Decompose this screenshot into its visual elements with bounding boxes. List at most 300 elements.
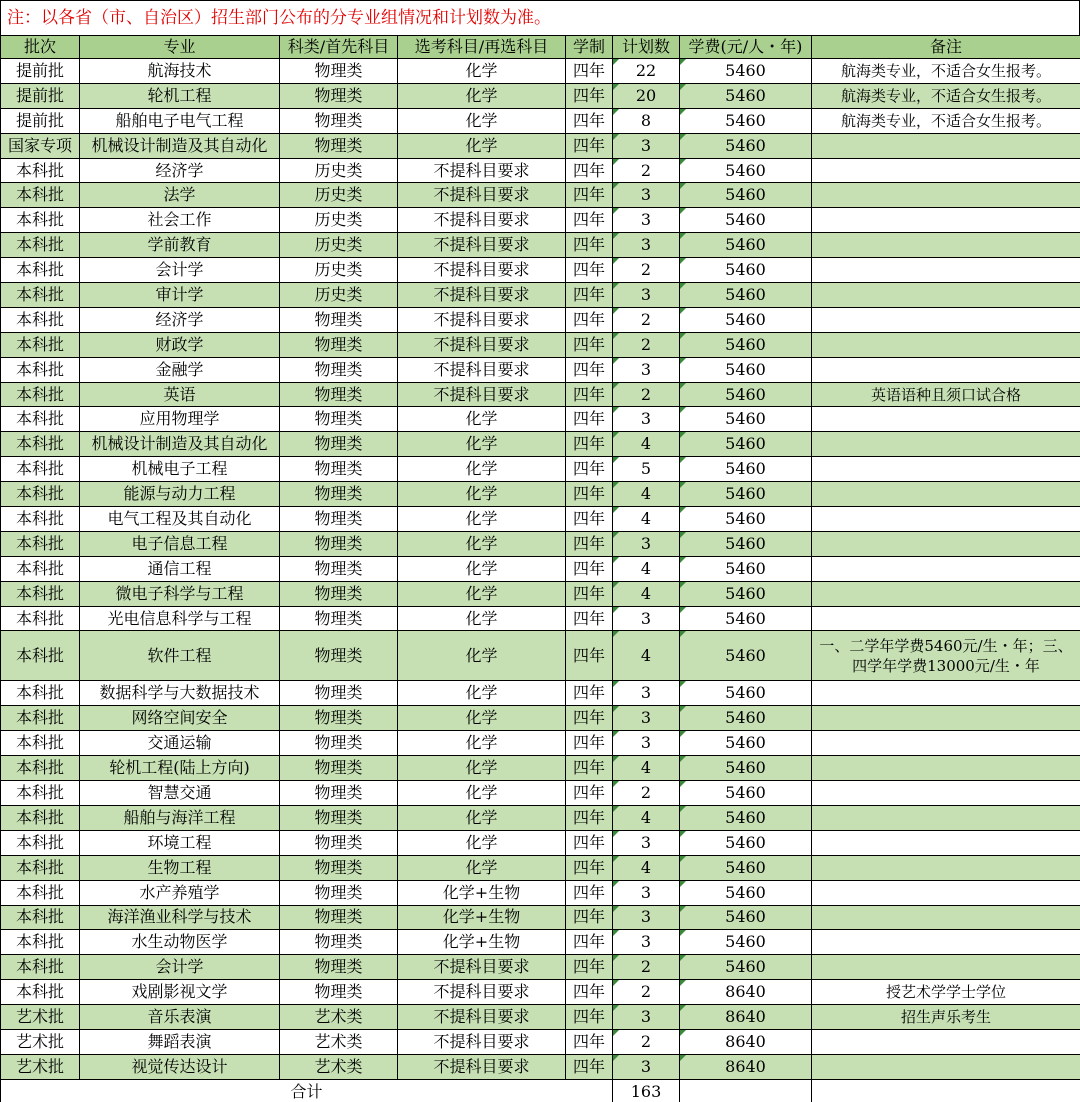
cell-category[interactable]: 物理类 bbox=[280, 606, 398, 631]
cell-remark[interactable] bbox=[812, 258, 1080, 283]
cell-fee[interactable]: 5460 bbox=[680, 332, 812, 357]
cell-fee[interactable]: 5460 bbox=[680, 432, 812, 457]
cell-plan[interactable]: 5 bbox=[613, 457, 680, 482]
cell-category[interactable]: 物理类 bbox=[280, 382, 398, 407]
cell-subject[interactable]: 不提科目要求 bbox=[398, 1005, 566, 1030]
cell-fee[interactable]: 5460 bbox=[680, 208, 812, 233]
cell-years[interactable]: 四年 bbox=[566, 233, 613, 258]
cell-batch[interactable]: 国家专项 bbox=[1, 133, 80, 158]
cell-category[interactable]: 物理类 bbox=[280, 905, 398, 930]
cell-category[interactable]: 物理类 bbox=[280, 59, 398, 84]
cell-batch[interactable]: 提前批 bbox=[1, 59, 80, 84]
cell-major[interactable]: 数据科学与大数据技术 bbox=[80, 681, 280, 706]
cell-remark[interactable] bbox=[812, 830, 1080, 855]
cell-remark[interactable] bbox=[812, 556, 1080, 581]
cell-major[interactable]: 轮机工程(陆上方向) bbox=[80, 756, 280, 781]
cell-remark[interactable] bbox=[812, 905, 1080, 930]
cell-major[interactable]: 音乐表演 bbox=[80, 1005, 280, 1030]
cell-years[interactable]: 四年 bbox=[566, 905, 613, 930]
cell-subject[interactable]: 化学 bbox=[398, 432, 566, 457]
cell-subject[interactable]: 化学 bbox=[398, 507, 566, 532]
cell-plan[interactable]: 3 bbox=[613, 183, 680, 208]
cell-category[interactable]: 物理类 bbox=[280, 731, 398, 756]
cell-category[interactable]: 物理类 bbox=[280, 631, 398, 681]
cell-batch[interactable]: 本科批 bbox=[1, 855, 80, 880]
cell-years[interactable]: 四年 bbox=[566, 208, 613, 233]
cell-remark[interactable] bbox=[812, 955, 1080, 980]
cell-fee[interactable]: 5460 bbox=[680, 731, 812, 756]
cell-fee[interactable]: 5460 bbox=[680, 233, 812, 258]
cell-subject[interactable]: 不提科目要求 bbox=[398, 382, 566, 407]
cell-remark[interactable] bbox=[812, 133, 1080, 158]
cell-major[interactable]: 社会工作 bbox=[80, 208, 280, 233]
header-major[interactable]: 专业 bbox=[80, 36, 280, 59]
cell-fee[interactable]: 5460 bbox=[680, 258, 812, 283]
cell-plan[interactable]: 2 bbox=[613, 955, 680, 980]
cell-years[interactable]: 四年 bbox=[566, 332, 613, 357]
cell-category[interactable]: 历史类 bbox=[280, 233, 398, 258]
cell-plan[interactable]: 3 bbox=[613, 407, 680, 432]
cell-major[interactable]: 生物工程 bbox=[80, 855, 280, 880]
cell-subject[interactable]: 化学 bbox=[398, 556, 566, 581]
cell-plan[interactable]: 22 bbox=[613, 59, 680, 84]
cell-batch[interactable]: 本科批 bbox=[1, 781, 80, 806]
cell-fee[interactable]: 5460 bbox=[680, 606, 812, 631]
cell-years[interactable]: 四年 bbox=[566, 183, 613, 208]
cell-remark[interactable] bbox=[812, 756, 1080, 781]
cell-major[interactable]: 微电子科学与工程 bbox=[80, 581, 280, 606]
cell-subject[interactable]: 化学 bbox=[398, 108, 566, 133]
cell-years[interactable]: 四年 bbox=[566, 432, 613, 457]
cell-subject[interactable]: 化学 bbox=[398, 855, 566, 880]
cell-fee[interactable]: 5460 bbox=[680, 781, 812, 806]
cell-batch[interactable]: 本科批 bbox=[1, 158, 80, 183]
cell-plan[interactable]: 2 bbox=[613, 258, 680, 283]
cell-subject[interactable]: 化学 bbox=[398, 706, 566, 731]
cell-plan[interactable]: 3 bbox=[613, 905, 680, 930]
cell-remark[interactable]: 航海类专业，不适合女生报考。 bbox=[812, 83, 1080, 108]
cell-fee[interactable]: 5460 bbox=[680, 133, 812, 158]
cell-fee[interactable]: 5460 bbox=[680, 108, 812, 133]
cell-remark[interactable]: 航海类专业，不适合女生报考。 bbox=[812, 59, 1080, 84]
cell-fee[interactable]: 5460 bbox=[680, 283, 812, 308]
cell-batch[interactable]: 本科批 bbox=[1, 830, 80, 855]
cell-subject[interactable]: 化学 bbox=[398, 581, 566, 606]
header-years[interactable]: 学制 bbox=[566, 36, 613, 59]
cell-batch[interactable]: 艺术批 bbox=[1, 1054, 80, 1079]
cell-plan[interactable]: 2 bbox=[613, 980, 680, 1005]
cell-years[interactable]: 四年 bbox=[566, 631, 613, 681]
cell-fee[interactable]: 5460 bbox=[680, 183, 812, 208]
cell-batch[interactable]: 艺术批 bbox=[1, 1029, 80, 1054]
cell-batch[interactable]: 本科批 bbox=[1, 208, 80, 233]
cell-major[interactable]: 学前教育 bbox=[80, 233, 280, 258]
cell-fee[interactable]: 5460 bbox=[680, 482, 812, 507]
cell-remark[interactable] bbox=[812, 357, 1080, 382]
cell-batch[interactable]: 本科批 bbox=[1, 233, 80, 258]
cell-fee[interactable]: 5460 bbox=[680, 83, 812, 108]
cell-plan[interactable]: 2 bbox=[613, 1029, 680, 1054]
cell-category[interactable]: 物理类 bbox=[280, 955, 398, 980]
cell-batch[interactable]: 本科批 bbox=[1, 706, 80, 731]
header-remark[interactable]: 备注 bbox=[812, 36, 1080, 59]
cell-major[interactable]: 交通运输 bbox=[80, 731, 280, 756]
header-batch[interactable]: 批次 bbox=[1, 36, 80, 59]
cell-remark[interactable]: 招生声乐考生 bbox=[812, 1005, 1080, 1030]
cell-fee[interactable]: 5460 bbox=[680, 59, 812, 84]
cell-years[interactable]: 四年 bbox=[566, 133, 613, 158]
cell-batch[interactable]: 本科批 bbox=[1, 756, 80, 781]
cell-category[interactable]: 物理类 bbox=[280, 880, 398, 905]
cell-category[interactable]: 物理类 bbox=[280, 556, 398, 581]
cell-remark[interactable] bbox=[812, 158, 1080, 183]
cell-remark[interactable] bbox=[812, 731, 1080, 756]
cell-batch[interactable]: 本科批 bbox=[1, 482, 80, 507]
cell-category[interactable]: 历史类 bbox=[280, 183, 398, 208]
cell-plan[interactable]: 3 bbox=[613, 731, 680, 756]
cell-batch[interactable]: 本科批 bbox=[1, 556, 80, 581]
total-plan[interactable]: 163 bbox=[613, 1079, 680, 1102]
cell-years[interactable]: 四年 bbox=[566, 955, 613, 980]
cell-batch[interactable]: 本科批 bbox=[1, 531, 80, 556]
cell-subject[interactable]: 不提科目要求 bbox=[398, 158, 566, 183]
cell-fee[interactable]: 8640 bbox=[680, 1029, 812, 1054]
cell-plan[interactable]: 3 bbox=[613, 880, 680, 905]
cell-plan[interactable]: 4 bbox=[613, 581, 680, 606]
cell-years[interactable]: 四年 bbox=[566, 258, 613, 283]
cell-years[interactable]: 四年 bbox=[566, 830, 613, 855]
cell-category[interactable]: 艺术类 bbox=[280, 1054, 398, 1079]
cell-subject[interactable]: 化学 bbox=[398, 531, 566, 556]
cell-subject[interactable]: 化学+生物 bbox=[398, 905, 566, 930]
cell-remark[interactable] bbox=[812, 283, 1080, 308]
cell-remark[interactable]: 一、二学年学费5460元/生・年；三、四学年学费13000元/生・年 bbox=[812, 631, 1080, 681]
cell-years[interactable]: 四年 bbox=[566, 531, 613, 556]
cell-subject[interactable]: 不提科目要求 bbox=[398, 283, 566, 308]
cell-subject[interactable]: 化学 bbox=[398, 457, 566, 482]
cell-subject[interactable]: 化学+生物 bbox=[398, 880, 566, 905]
cell-subject[interactable]: 化学 bbox=[398, 781, 566, 806]
cell-major[interactable]: 舞蹈表演 bbox=[80, 1029, 280, 1054]
cell-major[interactable]: 能源与动力工程 bbox=[80, 482, 280, 507]
cell-remark[interactable] bbox=[812, 681, 1080, 706]
cell-subject[interactable]: 化学 bbox=[398, 631, 566, 681]
total-remark-empty[interactable] bbox=[812, 1079, 1080, 1102]
cell-years[interactable]: 四年 bbox=[566, 980, 613, 1005]
cell-years[interactable]: 四年 bbox=[566, 706, 613, 731]
cell-years[interactable]: 四年 bbox=[566, 556, 613, 581]
cell-major[interactable]: 应用物理学 bbox=[80, 407, 280, 432]
cell-category[interactable]: 物理类 bbox=[280, 307, 398, 332]
cell-category[interactable]: 物理类 bbox=[280, 133, 398, 158]
cell-remark[interactable] bbox=[812, 581, 1080, 606]
cell-years[interactable]: 四年 bbox=[566, 83, 613, 108]
cell-subject[interactable]: 不提科目要求 bbox=[398, 980, 566, 1005]
cell-years[interactable]: 四年 bbox=[566, 1029, 613, 1054]
cell-plan[interactable]: 2 bbox=[613, 781, 680, 806]
total-fee-empty[interactable] bbox=[680, 1079, 812, 1102]
cell-batch[interactable]: 本科批 bbox=[1, 905, 80, 930]
cell-subject[interactable]: 不提科目要求 bbox=[398, 1054, 566, 1079]
cell-subject[interactable]: 不提科目要求 bbox=[398, 208, 566, 233]
cell-batch[interactable]: 本科批 bbox=[1, 432, 80, 457]
cell-years[interactable]: 四年 bbox=[566, 108, 613, 133]
cell-remark[interactable] bbox=[812, 855, 1080, 880]
cell-plan[interactable]: 4 bbox=[613, 482, 680, 507]
cell-batch[interactable]: 艺术批 bbox=[1, 1005, 80, 1030]
cell-remark[interactable] bbox=[812, 457, 1080, 482]
cell-major[interactable]: 法学 bbox=[80, 183, 280, 208]
cell-major[interactable]: 环境工程 bbox=[80, 830, 280, 855]
cell-subject[interactable]: 不提科目要求 bbox=[398, 1029, 566, 1054]
cell-remark[interactable] bbox=[812, 507, 1080, 532]
cell-plan[interactable]: 4 bbox=[613, 855, 680, 880]
cell-category[interactable]: 物理类 bbox=[280, 756, 398, 781]
cell-batch[interactable]: 本科批 bbox=[1, 407, 80, 432]
cell-major[interactable]: 网络空间安全 bbox=[80, 706, 280, 731]
cell-batch[interactable]: 本科批 bbox=[1, 357, 80, 382]
cell-fee[interactable]: 5460 bbox=[680, 855, 812, 880]
cell-fee[interactable]: 5460 bbox=[680, 930, 812, 955]
cell-years[interactable]: 四年 bbox=[566, 756, 613, 781]
cell-major[interactable]: 软件工程 bbox=[80, 631, 280, 681]
cell-remark[interactable] bbox=[812, 183, 1080, 208]
header-subject[interactable]: 选考科目/再选科目 bbox=[398, 36, 566, 59]
cell-category[interactable]: 物理类 bbox=[280, 531, 398, 556]
cell-remark[interactable] bbox=[812, 781, 1080, 806]
cell-subject[interactable]: 化学 bbox=[398, 731, 566, 756]
cell-major[interactable]: 英语 bbox=[80, 382, 280, 407]
cell-fee[interactable]: 5460 bbox=[680, 681, 812, 706]
cell-plan[interactable]: 3 bbox=[613, 606, 680, 631]
cell-years[interactable]: 四年 bbox=[566, 930, 613, 955]
cell-batch[interactable]: 提前批 bbox=[1, 83, 80, 108]
cell-major[interactable]: 水产养殖学 bbox=[80, 880, 280, 905]
cell-subject[interactable]: 化学 bbox=[398, 482, 566, 507]
cell-years[interactable]: 四年 bbox=[566, 1005, 613, 1030]
cell-plan[interactable]: 3 bbox=[613, 283, 680, 308]
cell-years[interactable]: 四年 bbox=[566, 581, 613, 606]
header-plan[interactable]: 计划数 bbox=[613, 36, 680, 59]
cell-batch[interactable]: 本科批 bbox=[1, 930, 80, 955]
cell-subject[interactable]: 不提科目要求 bbox=[398, 955, 566, 980]
cell-fee[interactable]: 5460 bbox=[680, 830, 812, 855]
cell-major[interactable]: 财政学 bbox=[80, 332, 280, 357]
cell-subject[interactable]: 化学 bbox=[398, 83, 566, 108]
cell-years[interactable]: 四年 bbox=[566, 781, 613, 806]
cell-plan[interactable]: 3 bbox=[613, 706, 680, 731]
cell-years[interactable]: 四年 bbox=[566, 407, 613, 432]
cell-major[interactable]: 会计学 bbox=[80, 258, 280, 283]
cell-remark[interactable] bbox=[812, 805, 1080, 830]
cell-major[interactable]: 航海技术 bbox=[80, 59, 280, 84]
cell-years[interactable]: 四年 bbox=[566, 731, 613, 756]
cell-fee[interactable]: 5460 bbox=[680, 407, 812, 432]
cell-fee[interactable]: 5460 bbox=[680, 158, 812, 183]
cell-remark[interactable] bbox=[812, 880, 1080, 905]
cell-fee[interactable]: 5460 bbox=[680, 307, 812, 332]
cell-category[interactable]: 物理类 bbox=[280, 781, 398, 806]
cell-remark[interactable] bbox=[812, 1029, 1080, 1054]
cell-subject[interactable]: 不提科目要求 bbox=[398, 332, 566, 357]
cell-batch[interactable]: 本科批 bbox=[1, 606, 80, 631]
cell-plan[interactable]: 2 bbox=[613, 382, 680, 407]
cell-years[interactable]: 四年 bbox=[566, 307, 613, 332]
cell-years[interactable]: 四年 bbox=[566, 507, 613, 532]
cell-category[interactable]: 物理类 bbox=[280, 980, 398, 1005]
cell-category[interactable]: 物理类 bbox=[280, 407, 398, 432]
header-fee[interactable]: 学费(元/人・年) bbox=[680, 36, 812, 59]
cell-major[interactable]: 机械电子工程 bbox=[80, 457, 280, 482]
cell-subject[interactable]: 化学 bbox=[398, 830, 566, 855]
cell-plan[interactable]: 3 bbox=[613, 1005, 680, 1030]
cell-batch[interactable]: 本科批 bbox=[1, 457, 80, 482]
cell-years[interactable]: 四年 bbox=[566, 805, 613, 830]
cell-fee[interactable]: 5460 bbox=[680, 382, 812, 407]
cell-fee[interactable]: 5460 bbox=[680, 805, 812, 830]
cell-plan[interactable]: 2 bbox=[613, 307, 680, 332]
cell-plan[interactable]: 4 bbox=[613, 507, 680, 532]
cell-fee[interactable]: 5460 bbox=[680, 556, 812, 581]
cell-subject[interactable]: 不提科目要求 bbox=[398, 233, 566, 258]
cell-batch[interactable]: 本科批 bbox=[1, 307, 80, 332]
cell-batch[interactable]: 本科批 bbox=[1, 955, 80, 980]
cell-batch[interactable]: 本科批 bbox=[1, 731, 80, 756]
cell-major[interactable]: 金融学 bbox=[80, 357, 280, 382]
cell-fee[interactable]: 5460 bbox=[680, 457, 812, 482]
cell-subject[interactable]: 化学 bbox=[398, 407, 566, 432]
cell-years[interactable]: 四年 bbox=[566, 855, 613, 880]
cell-major[interactable]: 经济学 bbox=[80, 158, 280, 183]
cell-years[interactable]: 四年 bbox=[566, 1054, 613, 1079]
cell-plan[interactable]: 4 bbox=[613, 432, 680, 457]
cell-category[interactable]: 物理类 bbox=[280, 357, 398, 382]
cell-major[interactable]: 经济学 bbox=[80, 307, 280, 332]
cell-remark[interactable] bbox=[812, 307, 1080, 332]
cell-plan[interactable]: 2 bbox=[613, 332, 680, 357]
cell-fee[interactable]: 5460 bbox=[680, 880, 812, 905]
cell-remark[interactable] bbox=[812, 531, 1080, 556]
cell-subject[interactable]: 化学 bbox=[398, 606, 566, 631]
cell-batch[interactable]: 本科批 bbox=[1, 980, 80, 1005]
cell-major[interactable]: 戏剧影视文学 bbox=[80, 980, 280, 1005]
cell-years[interactable]: 四年 bbox=[566, 880, 613, 905]
cell-remark[interactable] bbox=[812, 233, 1080, 258]
cell-plan[interactable]: 4 bbox=[613, 805, 680, 830]
cell-category[interactable]: 物理类 bbox=[280, 830, 398, 855]
cell-fee[interactable]: 5460 bbox=[680, 581, 812, 606]
cell-category[interactable]: 物理类 bbox=[280, 332, 398, 357]
cell-subject[interactable]: 不提科目要求 bbox=[398, 357, 566, 382]
cell-category[interactable]: 物理类 bbox=[280, 805, 398, 830]
cell-plan[interactable]: 3 bbox=[613, 357, 680, 382]
cell-plan[interactable]: 4 bbox=[613, 756, 680, 781]
cell-subject[interactable]: 化学+生物 bbox=[398, 930, 566, 955]
cell-batch[interactable]: 本科批 bbox=[1, 382, 80, 407]
cell-major[interactable]: 水生动物医学 bbox=[80, 930, 280, 955]
cell-category[interactable]: 物理类 bbox=[280, 581, 398, 606]
cell-subject[interactable]: 化学 bbox=[398, 756, 566, 781]
cell-fee[interactable]: 5460 bbox=[680, 756, 812, 781]
cell-batch[interactable]: 本科批 bbox=[1, 183, 80, 208]
cell-major[interactable]: 船舶电子电气工程 bbox=[80, 108, 280, 133]
cell-category[interactable]: 历史类 bbox=[280, 283, 398, 308]
cell-plan[interactable]: 3 bbox=[613, 681, 680, 706]
cell-category[interactable]: 物理类 bbox=[280, 108, 398, 133]
cell-category[interactable]: 艺术类 bbox=[280, 1005, 398, 1030]
cell-plan[interactable]: 3 bbox=[613, 830, 680, 855]
cell-major[interactable]: 船舶与海洋工程 bbox=[80, 805, 280, 830]
cell-remark[interactable]: 授艺术学学士学位 bbox=[812, 980, 1080, 1005]
cell-batch[interactable]: 本科批 bbox=[1, 283, 80, 308]
cell-fee[interactable]: 5460 bbox=[680, 531, 812, 556]
cell-remark[interactable] bbox=[812, 930, 1080, 955]
cell-batch[interactable]: 本科批 bbox=[1, 631, 80, 681]
cell-batch[interactable]: 本科批 bbox=[1, 332, 80, 357]
cell-category[interactable]: 物理类 bbox=[280, 855, 398, 880]
cell-plan[interactable]: 4 bbox=[613, 631, 680, 681]
cell-subject[interactable]: 不提科目要求 bbox=[398, 183, 566, 208]
cell-remark[interactable] bbox=[812, 482, 1080, 507]
cell-fee[interactable]: 8640 bbox=[680, 1005, 812, 1030]
cell-plan[interactable]: 3 bbox=[613, 930, 680, 955]
cell-category[interactable]: 物理类 bbox=[280, 432, 398, 457]
cell-category[interactable]: 历史类 bbox=[280, 158, 398, 183]
cell-remark[interactable] bbox=[812, 432, 1080, 457]
cell-plan[interactable]: 4 bbox=[613, 556, 680, 581]
cell-major[interactable]: 通信工程 bbox=[80, 556, 280, 581]
cell-major[interactable]: 机械设计制造及其自动化 bbox=[80, 133, 280, 158]
cell-category[interactable]: 物理类 bbox=[280, 83, 398, 108]
cell-remark[interactable] bbox=[812, 332, 1080, 357]
cell-fee[interactable]: 5460 bbox=[680, 357, 812, 382]
cell-major[interactable]: 光电信息科学与工程 bbox=[80, 606, 280, 631]
cell-category[interactable]: 物理类 bbox=[280, 706, 398, 731]
cell-major[interactable]: 会计学 bbox=[80, 955, 280, 980]
cell-years[interactable]: 四年 bbox=[566, 59, 613, 84]
cell-fee[interactable]: 5460 bbox=[680, 905, 812, 930]
cell-plan[interactable]: 3 bbox=[613, 531, 680, 556]
cell-years[interactable]: 四年 bbox=[566, 457, 613, 482]
cell-fee[interactable]: 5460 bbox=[680, 631, 812, 681]
cell-years[interactable]: 四年 bbox=[566, 357, 613, 382]
cell-category[interactable]: 物理类 bbox=[280, 457, 398, 482]
cell-category[interactable]: 艺术类 bbox=[280, 1029, 398, 1054]
cell-subject[interactable]: 不提科目要求 bbox=[398, 258, 566, 283]
cell-batch[interactable]: 本科批 bbox=[1, 507, 80, 532]
cell-batch[interactable]: 本科批 bbox=[1, 880, 80, 905]
cell-batch[interactable]: 本科批 bbox=[1, 805, 80, 830]
cell-category[interactable]: 物理类 bbox=[280, 482, 398, 507]
cell-plan[interactable]: 3 bbox=[613, 208, 680, 233]
cell-subject[interactable]: 化学 bbox=[398, 681, 566, 706]
cell-plan[interactable]: 3 bbox=[613, 1054, 680, 1079]
cell-years[interactable]: 四年 bbox=[566, 482, 613, 507]
cell-major[interactable]: 海洋渔业科学与技术 bbox=[80, 905, 280, 930]
cell-subject[interactable]: 化学 bbox=[398, 133, 566, 158]
cell-years[interactable]: 四年 bbox=[566, 382, 613, 407]
cell-fee[interactable]: 5460 bbox=[680, 706, 812, 731]
cell-remark[interactable] bbox=[812, 208, 1080, 233]
cell-batch[interactable]: 本科批 bbox=[1, 681, 80, 706]
cell-remark[interactable] bbox=[812, 1054, 1080, 1079]
header-category[interactable]: 科类/首先科目 bbox=[280, 36, 398, 59]
cell-subject[interactable]: 不提科目要求 bbox=[398, 307, 566, 332]
cell-remark[interactable]: 英语语种且须口试合格 bbox=[812, 382, 1080, 407]
cell-subject[interactable]: 化学 bbox=[398, 805, 566, 830]
cell-batch[interactable]: 本科批 bbox=[1, 581, 80, 606]
cell-category[interactable]: 物理类 bbox=[280, 507, 398, 532]
